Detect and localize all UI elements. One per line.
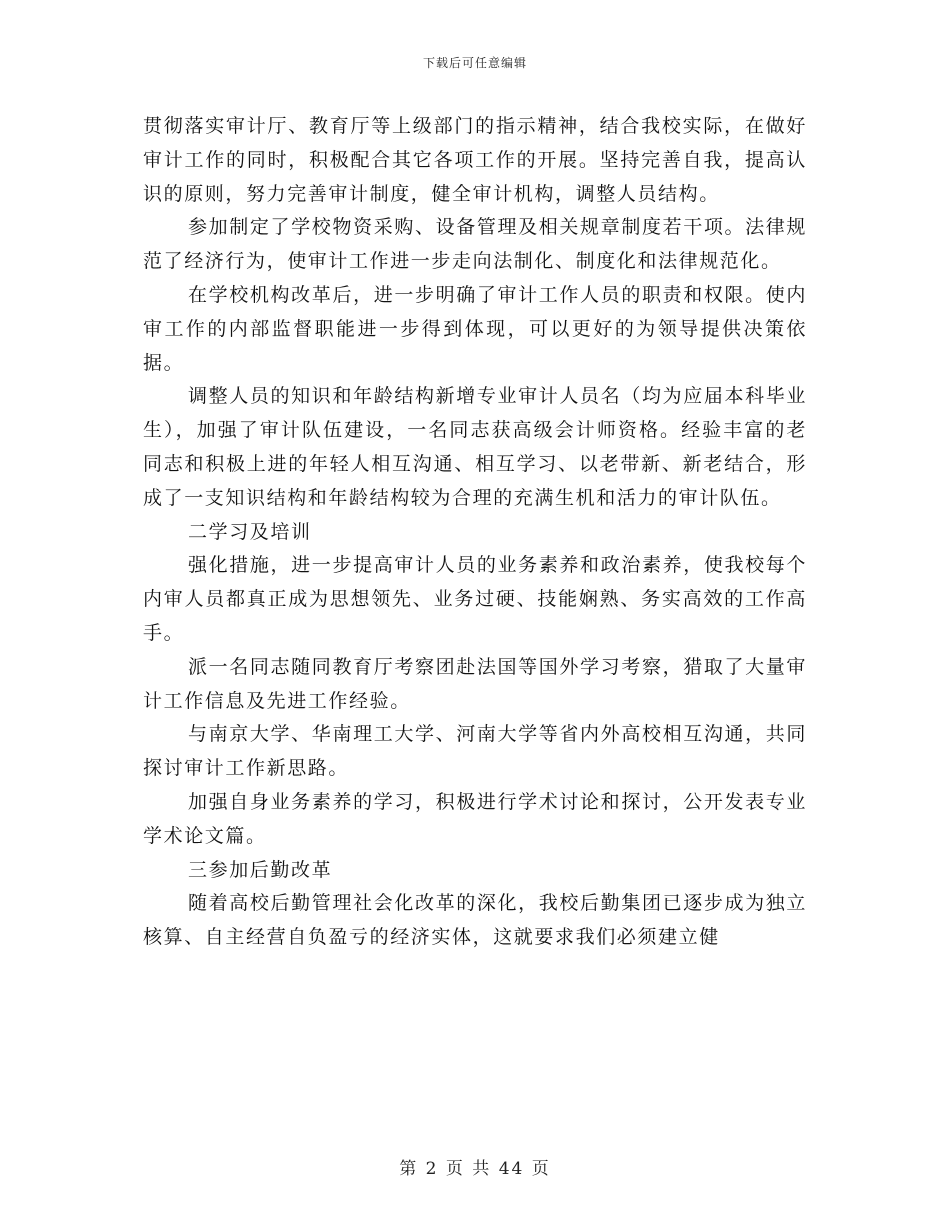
section-heading: 二学习及培训 <box>188 520 312 543</box>
paragraph: 参加制定了学校物资采购、设备管理及相关规章制度若干项。法律规范了经济行为，使审计工作进一步走向法制化、制度化和法律规范化。 <box>143 216 807 273</box>
section-heading: 三参加后勤改革 <box>188 858 333 881</box>
paragraph: 调整人员的知识和年龄结构新增专业审计人员名（均为应届本科毕业生），加强了审计队伍建设，一名同志获高级会计师资格。经验丰富的老同志和积极上进的年轻人相互沟通、相互学习、以老带新、新老结合，形成了一支知识结构和年龄结构较为合理的充满生机和活力的审计队伍。 <box>143 385 807 509</box>
paragraph: 强化措施，进一步提高审计人员的业务素养和政治素养，使我校每个内审人员都真正成为思想领先、业务过硬、技能娴熟、务实高效的工作高手。 <box>143 554 807 644</box>
paragraph: 在学校机构改革后，进一步明确了审计工作人员的职责和权限。使内审工作的内部监督职能进一步得到体现，可以更好的为领导提供决策依据。 <box>143 283 807 374</box>
paragraph: 派一名同志随同教育厅考察团赴法国等国外学习考察，猎取了大量审计工作信息及先进工作经验。 <box>143 655 807 712</box>
page-header-note: 下载后可任意编辑 <box>422 56 527 70</box>
paragraph: 贯彻落实审计厅、教育厅等上级部门的指示精神，结合我校实际，在做好审计工作的同时，积极配合其它各项工作的开展。坚持完善自我，提高认识的原则，努力完善审计制度，健全审计机构，调整人员结构。 <box>143 115 807 205</box>
page-number: 第 2 页 共 44 页 <box>399 1159 551 1179</box>
document-body <box>143 110 807 955</box>
paragraph: 与南京大学、华南理工大学、河南大学等省内外高校相互沟通，共同探讨审计工作新思路。 <box>143 723 807 780</box>
paragraph: 随着高校后勤管理社会化改革的深化，我校后勤集团已逐步成为独立核算、自主经营自负盈亏的经济实体，这就要求我们必须建立健 <box>143 892 807 949</box>
paragraph: 加强自身业务素养的学习，积极进行学术讨论和探讨，公开发表专业学术论文篇。 <box>143 790 807 847</box>
